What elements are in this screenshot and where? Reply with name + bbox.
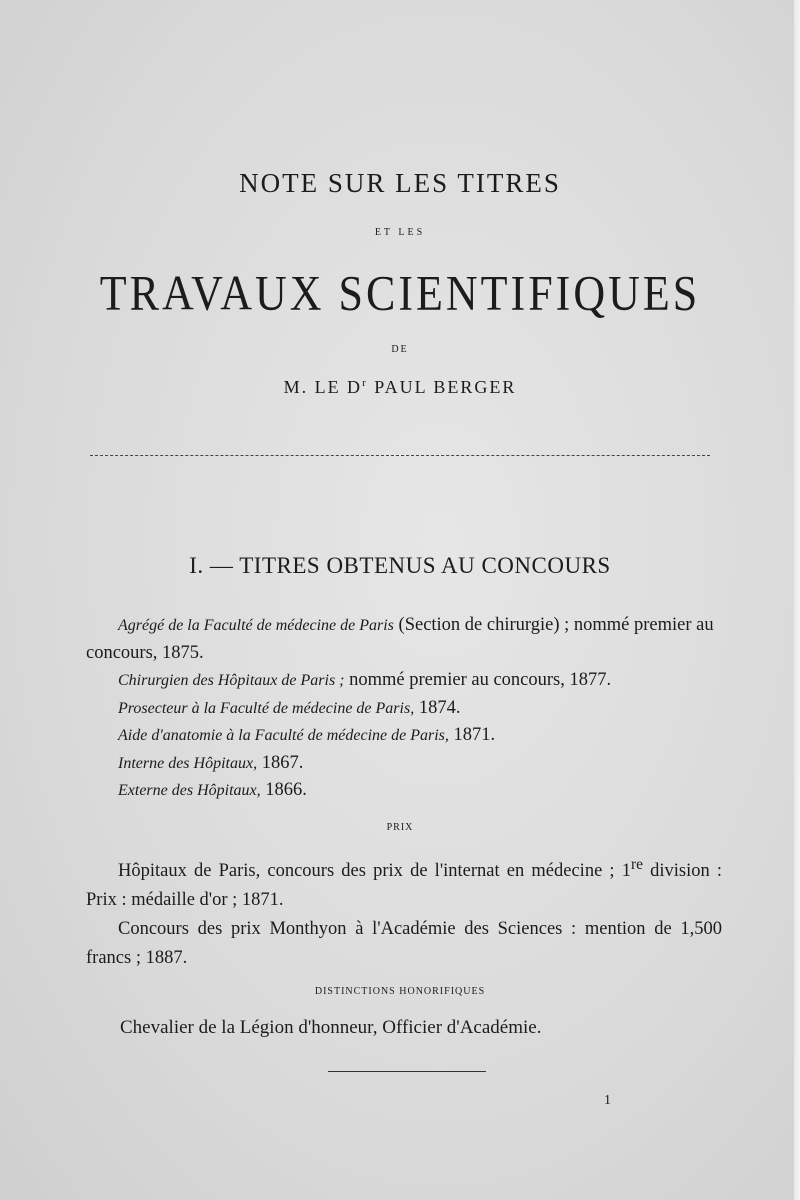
item-text: 1866.	[260, 780, 307, 800]
item-italic: Externe des Hôpitaux,	[118, 782, 261, 799]
item-text: 1867.	[257, 752, 304, 773]
prix-block	[86, 850, 722, 973]
author-sup: r	[362, 377, 368, 389]
list-item	[86, 722, 726, 750]
title-line-2: ET LES	[374, 227, 426, 238]
section-title: I. — TITRES OBTENUS AU CONCOURS	[189, 553, 611, 578]
list-item	[86, 612, 726, 667]
list-item	[86, 777, 726, 805]
page-number: 1	[604, 1093, 611, 1108]
distinctions-text: Chevalier de la Légion d'honneur, Officier d'Académie.	[120, 1017, 542, 1038]
prix-heading: PRIX	[386, 822, 414, 833]
prix-sup: re	[630, 856, 643, 873]
distinctions-heading: DISTINCTIONS HONORIFIQUES	[314, 986, 486, 997]
item-text: (Section de chirurgie) ; nommé premier au concours, 1875.	[86, 615, 714, 663]
item-text: nommé premier au concours, 1877.	[344, 670, 612, 690]
prix-text-b: division : Prix : médaille d'or ; 1871.	[86, 861, 723, 911]
main-title: TRAVAUX SCIENTIFIQUES	[99, 266, 701, 321]
closing-rule	[328, 1071, 486, 1072]
author-name: PAUL BERGER	[367, 377, 517, 397]
item-text: 1874.	[414, 697, 461, 718]
prix-paragraph-2: Concours des prix Monthyon à l'Académie des Sciences : mention de 1,500 francs ; 1887.	[86, 919, 722, 969]
item-italic: Interne des Hôpitaux,	[118, 754, 258, 772]
author-line	[0, 377, 800, 398]
title-line-de: DE	[391, 344, 409, 355]
list-item	[86, 667, 726, 695]
list-item	[86, 695, 726, 723]
prix-text-a: Hôpitaux de Paris, concours des prix de l'internat en médecine ; 1	[118, 861, 631, 882]
item-italic: Aide d'anatomie à la Faculté de médecine de Paris,	[118, 727, 449, 744]
item-text: 1871.	[448, 725, 496, 745]
item-italic: Chirurgien des Hôpitaux de Paris ;	[118, 672, 345, 689]
title-line-1: NOTE SUR LES TITRES	[239, 168, 561, 198]
titles-list	[86, 612, 726, 805]
author-prefix: M. LE D	[283, 377, 363, 397]
list-item	[86, 750, 726, 778]
prix-paragraph-1	[86, 850, 722, 915]
dashed-rule	[90, 455, 710, 456]
item-italic: Agrégé de la Faculté de médecine de Paris	[118, 617, 394, 634]
item-italic: Prosecteur à la Faculté de médecine de Paris,	[118, 699, 415, 717]
